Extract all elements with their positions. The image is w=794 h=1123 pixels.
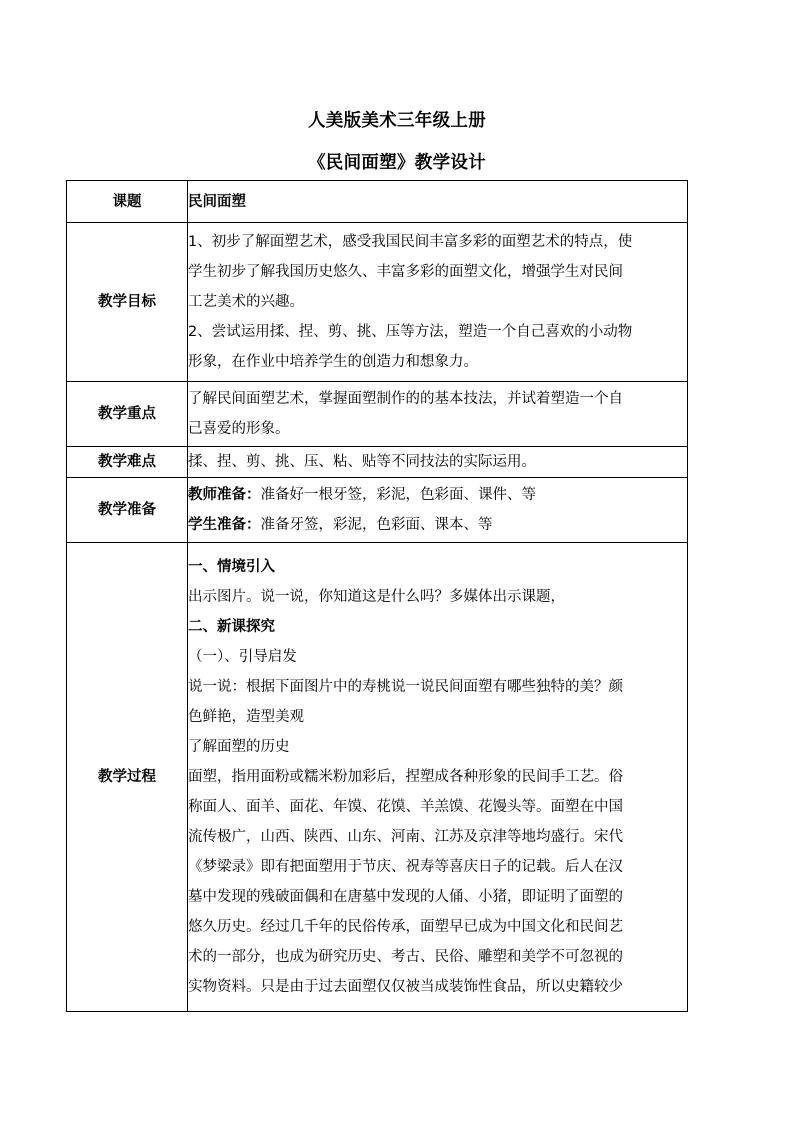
content-line: 墓中发现的残破面偶和在唐墓中发现的人俑、小猪，即证明了面塑的 [188, 889, 623, 905]
content-line: 术的一部分，也成为研究历史、考古、民俗、雕塑和美学不可忽视的 [188, 949, 623, 965]
table-row-key-points [67, 382, 688, 447]
teacher-prep-value: 准备好一根牙签，彩泥，色彩面、课件、等 [260, 487, 536, 503]
document-title-line2: 《民间面塑》教学设计 [308, 153, 486, 173]
row-label-process: 教学过程 [67, 543, 188, 1012]
teacher-prep-line [188, 480, 687, 510]
row-content-process [188, 543, 688, 1012]
table-row-topic [67, 181, 688, 223]
content-line: 悠久历史。经过几千年的民俗传承，面塑早已成为中国文化和民间艺 [188, 919, 623, 935]
content-line: 面塑，指用面粉或糯米粉加彩后，捏塑成各种形象的民间手工艺。俗 [188, 769, 623, 785]
content-line: 流传极广，山西、陕西、山东、河南、江苏及京津等地均盛行。宋代 [188, 829, 623, 845]
table-row-difficulties [67, 447, 688, 478]
content-line: 色鲜艳，造型美观 [188, 709, 304, 725]
row-content-key-points [188, 382, 688, 447]
section-heading: 一、情境引入 [188, 559, 275, 575]
row-label-preparation: 教学准备 [67, 478, 188, 543]
row-label-difficulties: 教学难点 [67, 447, 188, 478]
content-line: 实物资料。只是由于过去面塑仅仅被当成装饰性食品，所以史籍较少 [188, 979, 623, 995]
table-row-preparation [67, 478, 688, 543]
content-line: 2、尝试运用揉、捏、剪、挑、压等方法，塑造一个自己喜欢的小动物 [188, 324, 633, 340]
content-line: 了解民间面塑艺术，掌握面塑制作的的基本技法，并试着塑造一个自 [188, 391, 623, 407]
content-line: 1、初步了解面塑艺术，感受我国民间丰富多彩的面塑艺术的特点，使 [188, 234, 633, 250]
row-label-key-points: 教学重点 [67, 382, 188, 447]
row-label-topic: 课题 [67, 181, 188, 223]
content-line: 了解面塑的历史 [188, 739, 290, 755]
table-row-process [67, 543, 688, 1012]
content-line: 称面人、面羊、面花、年馍、花馍、羊羔馍、花馒头等。面塑在中国 [188, 799, 623, 815]
section-heading: 二、新课探究 [188, 619, 275, 635]
row-content-objectives [188, 223, 688, 382]
teacher-prep-key: 教师准备： [188, 487, 261, 503]
content-line: 己喜爱的形象。 [188, 421, 290, 437]
content-line: 出示图片。说一说，你知道这是什么吗？多媒体出示课题， [188, 589, 565, 605]
content-line: 《梦梁录》即有把面塑用于节庆、祝寿等喜庆日子的记载。后人在汉 [188, 859, 623, 875]
document-title-line1: 人美版美术三年级上册 [308, 111, 486, 131]
content-line: 说一说：根据下面图片中的寿桃说一说民间面塑有哪些独特的美？颜 [188, 679, 623, 695]
content-line: （一）、引导启发 [188, 649, 297, 665]
content-line: 学生初步了解我国历史悠久、丰富多彩的面塑文化，增强学生对民间 [188, 264, 623, 280]
row-content-difficulties [188, 447, 688, 478]
row-label-objectives: 教学目标 [67, 223, 188, 382]
content-line: 工艺美术的兴趣。 [188, 294, 304, 310]
row-content-preparation [188, 478, 688, 543]
content-line: 民间面塑 [188, 193, 246, 210]
content-line: 揉、捏、剪、挑、压、粘、贴等不同技法的实际运用。 [188, 454, 536, 470]
content-line: 形象，在作业中培养学生的创造力和想象力。 [188, 354, 478, 370]
lesson-plan-table [66, 180, 688, 1012]
student-prep-value: 准备牙签，彩泥，色彩面、课本、等 [260, 517, 493, 533]
row-content-topic [188, 181, 688, 223]
student-prep-line [188, 510, 687, 540]
table-row-objectives [67, 223, 688, 382]
student-prep-key: 学生准备： [188, 517, 261, 533]
